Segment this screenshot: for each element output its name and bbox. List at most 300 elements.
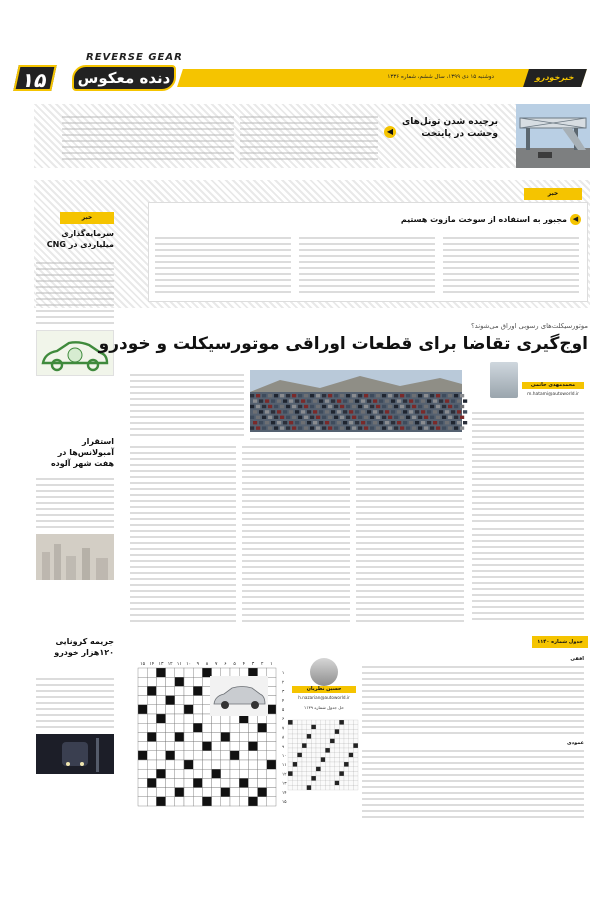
crossword-cell[interactable] xyxy=(212,788,221,797)
row-number: ۲ xyxy=(282,679,285,685)
crossword-cell[interactable] xyxy=(175,714,184,723)
motorcycle-mark xyxy=(457,421,461,424)
crossword-cell[interactable] xyxy=(184,723,193,732)
crossword-cell[interactable] xyxy=(166,732,175,741)
motorcycle-mark xyxy=(334,416,338,419)
crossword-cell[interactable] xyxy=(138,732,147,741)
crossword-cell[interactable] xyxy=(212,778,221,787)
answer-cell xyxy=(353,729,358,734)
answer-cell xyxy=(311,785,316,790)
motorcycle-mark xyxy=(442,426,446,429)
crossword-cell[interactable] xyxy=(248,751,257,760)
answer-cell xyxy=(288,729,293,734)
crossword-cell[interactable] xyxy=(202,778,211,787)
crossword-cell[interactable] xyxy=(239,760,248,769)
crossword-cell[interactable] xyxy=(147,797,156,806)
crossword-cell[interactable] xyxy=(202,760,211,769)
crossword-cell[interactable] xyxy=(138,797,147,806)
crossword-cell[interactable] xyxy=(193,732,202,741)
motorcycle-mark xyxy=(274,416,278,419)
crossword-cell[interactable] xyxy=(147,677,156,686)
crossword-cell[interactable] xyxy=(193,714,202,723)
crossword-cell[interactable] xyxy=(156,696,165,705)
answer-cell xyxy=(330,729,335,734)
crossword-cell[interactable] xyxy=(175,778,184,787)
crossword-cell[interactable] xyxy=(138,696,147,705)
motorcycle-mark xyxy=(454,405,458,408)
crossword-block xyxy=(175,788,184,797)
crossword-cell[interactable] xyxy=(212,723,221,732)
crossword-cell[interactable] xyxy=(212,751,221,760)
crossword-cell[interactable] xyxy=(202,732,211,741)
motorcycle-mark xyxy=(424,416,428,419)
crossword-cell[interactable] xyxy=(230,742,239,751)
crossword-block xyxy=(184,705,193,714)
crossword-cell[interactable] xyxy=(156,788,165,797)
motorcycle-mark xyxy=(403,410,407,413)
crossword-cell[interactable] xyxy=(138,778,147,787)
answer-cell xyxy=(344,720,349,725)
crossword-cell[interactable] xyxy=(230,788,239,797)
crossword-cell[interactable] xyxy=(156,751,165,760)
crossword-cell[interactable] xyxy=(156,677,165,686)
designer-email: h.nazarian@autoworld.ir xyxy=(298,695,350,700)
motorcycle-mark xyxy=(250,416,254,419)
crossword-cell[interactable] xyxy=(138,723,147,732)
motorcycle-mark xyxy=(382,405,386,408)
crossword-cell[interactable] xyxy=(258,742,267,751)
answer-cell xyxy=(293,762,298,767)
author-box xyxy=(472,362,584,410)
answer-cell xyxy=(335,753,340,758)
crossword-cell[interactable] xyxy=(202,769,211,778)
motorcycle-mark xyxy=(361,399,365,402)
answer-cell xyxy=(349,785,354,790)
crossword-cell[interactable] xyxy=(239,742,248,751)
feature-column xyxy=(130,444,236,622)
answer-cell xyxy=(293,734,298,739)
motorcycle-mark xyxy=(448,426,452,429)
motorcycle-mark xyxy=(463,410,467,413)
answer-label: حل جدول شماره ۱۱۳۹ xyxy=(303,705,345,710)
crossword-cell[interactable] xyxy=(166,788,175,797)
motorcycle-mark xyxy=(304,394,308,397)
crossword-cell[interactable] xyxy=(175,769,184,778)
motorcycle-mark xyxy=(334,394,338,397)
motorcycle-mark xyxy=(310,416,314,419)
row-number: ۶ xyxy=(282,716,285,722)
crossword-cell[interactable] xyxy=(267,723,276,732)
motorcycle-mark xyxy=(457,410,461,413)
crossword-cell[interactable] xyxy=(239,788,248,797)
vertical-clues xyxy=(362,748,584,818)
answer-cell xyxy=(349,743,354,748)
author-name: محمدمهدی حاتمی xyxy=(522,382,584,389)
crossword-cell[interactable] xyxy=(267,742,276,751)
answer-cell xyxy=(353,785,358,790)
answer-cell xyxy=(339,776,344,781)
crossword-cell[interactable] xyxy=(184,788,193,797)
crossword-cell[interactable] xyxy=(156,723,165,732)
crossword-cell[interactable] xyxy=(138,742,147,751)
crossword-cell[interactable] xyxy=(147,788,156,797)
motorcycle-mark xyxy=(406,394,410,397)
crossword-cell[interactable] xyxy=(202,788,211,797)
answer-cell xyxy=(344,739,349,744)
answer-cell xyxy=(316,734,321,739)
motorcycle-mark xyxy=(421,399,425,402)
crossword-cell[interactable] xyxy=(147,751,156,760)
row-number: ۵ xyxy=(282,707,285,712)
motorcycle-mark xyxy=(304,405,308,408)
crossword-cell[interactable] xyxy=(156,760,165,769)
motorcycle-mark xyxy=(358,426,362,429)
motorcycle-mark xyxy=(400,416,404,419)
crossword-cell[interactable] xyxy=(221,751,230,760)
motorcycle-mark xyxy=(304,416,308,419)
crossword-cell[interactable] xyxy=(239,769,248,778)
crossword-cell[interactable] xyxy=(184,769,193,778)
crossword-cell[interactable] xyxy=(175,760,184,769)
column-number: ۱۲ xyxy=(167,662,173,667)
motorcycle-mark xyxy=(286,405,290,408)
crossword-block xyxy=(221,788,230,797)
crossword-cell[interactable] xyxy=(258,732,267,741)
row-number: ۱ xyxy=(282,670,285,676)
crossword-cell[interactable] xyxy=(267,714,276,723)
answer-cell xyxy=(302,748,307,753)
news-column xyxy=(443,235,579,295)
answer-cell xyxy=(321,767,326,772)
crossword-cell[interactable] xyxy=(166,723,175,732)
motorcycle-mark xyxy=(379,399,383,402)
motorcycle-mark xyxy=(292,394,296,397)
crossword-cell[interactable] xyxy=(230,778,239,787)
crossword-cell[interactable] xyxy=(156,686,165,695)
crossword-cell[interactable] xyxy=(221,760,230,769)
answer-cell xyxy=(339,739,344,744)
crossword-cell[interactable] xyxy=(248,723,257,732)
crossword-cell[interactable] xyxy=(193,751,202,760)
motorcycle-mark xyxy=(460,394,464,397)
crossword-cell[interactable] xyxy=(184,668,193,677)
crossword-cell[interactable] xyxy=(166,677,175,686)
crossword-cell[interactable] xyxy=(248,760,257,769)
motorcycle-mark xyxy=(328,394,332,397)
answer-cell xyxy=(302,762,307,767)
crossword-cell[interactable] xyxy=(184,751,193,760)
motorcycle-mark xyxy=(325,410,329,413)
designer-name: حسین نظریان xyxy=(292,686,356,693)
crossword-cell[interactable] xyxy=(267,751,276,760)
answer-cell xyxy=(311,776,316,781)
crossword-cell[interactable] xyxy=(175,742,184,751)
crossword-cell[interactable] xyxy=(156,732,165,741)
crossword-cell[interactable] xyxy=(193,705,202,714)
crossword-cell[interactable] xyxy=(184,742,193,751)
answer-cell xyxy=(321,748,326,753)
answer-cell xyxy=(302,739,307,744)
crossword-cell[interactable] xyxy=(248,788,257,797)
left-news-tag-label: خبر xyxy=(81,214,93,221)
motorcycle-mark xyxy=(316,416,320,419)
motorcycle-mark xyxy=(343,399,347,402)
column-number: ۳ xyxy=(251,662,255,667)
crossword-cell[interactable] xyxy=(184,696,193,705)
crossword-cell[interactable] xyxy=(230,723,239,732)
crossword-cell[interactable] xyxy=(138,788,147,797)
crossword-cell[interactable] xyxy=(175,668,184,677)
crossword-cell[interactable] xyxy=(175,723,184,732)
motorcycle-mark xyxy=(445,399,449,402)
motorcycle-mark xyxy=(316,405,320,408)
answer-cell xyxy=(339,781,344,786)
motorcycle-mark xyxy=(289,421,293,424)
crossword-cell[interactable] xyxy=(267,788,276,797)
crossword-cell[interactable] xyxy=(248,778,257,787)
answer-cell xyxy=(307,762,312,767)
answer-cell xyxy=(349,771,354,776)
motorcycle-mark xyxy=(283,399,287,402)
answer-cell xyxy=(321,753,326,758)
crossword-cell[interactable] xyxy=(175,751,184,760)
motorcycle-mark xyxy=(427,399,431,402)
answer-cell xyxy=(335,739,340,744)
motorcycle-mark xyxy=(445,421,449,424)
answer-cell xyxy=(344,725,349,730)
crossword-cell[interactable] xyxy=(138,714,147,723)
crossword-cell[interactable] xyxy=(193,788,202,797)
crossword-cell[interactable] xyxy=(267,769,276,778)
crossword-cell[interactable] xyxy=(267,686,276,695)
crossword-cell[interactable] xyxy=(147,696,156,705)
crossword-cell[interactable] xyxy=(230,760,239,769)
answer-cell xyxy=(335,725,340,730)
crossword-cell[interactable] xyxy=(239,751,248,760)
news-column xyxy=(299,235,435,295)
crossword-cell[interactable] xyxy=(166,705,175,714)
crossword-cell[interactable] xyxy=(221,769,230,778)
motorcycle-mark xyxy=(286,426,290,429)
crossword-cell[interactable] xyxy=(202,723,211,732)
answer-cell xyxy=(297,776,302,781)
crossword-cell[interactable] xyxy=(147,705,156,714)
crossword-cell[interactable] xyxy=(258,797,267,806)
motorcycle-mark xyxy=(448,405,452,408)
crossword-cell[interactable] xyxy=(138,769,147,778)
crossword-block xyxy=(258,788,267,797)
motorcycle-mark xyxy=(436,426,440,429)
crossword-cell[interactable] xyxy=(239,732,248,741)
crossword-cell[interactable] xyxy=(147,742,156,751)
answer-cell xyxy=(307,771,312,776)
motorcycle-mark xyxy=(268,416,272,419)
motorcycle-mark xyxy=(352,394,356,397)
crossword-cell[interactable] xyxy=(166,668,175,677)
crossword-cell[interactable] xyxy=(184,686,193,695)
answer-cell xyxy=(293,785,298,790)
crossword-cell[interactable] xyxy=(166,760,175,769)
motorcycle-mark xyxy=(364,405,368,408)
crossword-cell[interactable] xyxy=(267,797,276,806)
motorcycle-mark xyxy=(442,405,446,408)
motorcycle-mark xyxy=(325,399,329,402)
answer-cell xyxy=(302,757,307,762)
motorcycle-mark xyxy=(418,394,422,397)
crossword-cell[interactable] xyxy=(166,778,175,787)
crossword-cell[interactable] xyxy=(221,723,230,732)
crossword-cell[interactable] xyxy=(184,714,193,723)
answer-cell xyxy=(316,785,321,790)
crossword-cell[interactable] xyxy=(230,732,239,741)
crossword-cell[interactable] xyxy=(193,696,202,705)
crossword-cell[interactable] xyxy=(239,723,248,732)
motorcycle-mark xyxy=(376,405,380,408)
crossword-cell[interactable] xyxy=(166,769,175,778)
answer-cell xyxy=(302,729,307,734)
crossword-cell[interactable] xyxy=(239,797,248,806)
crossword-cell[interactable] xyxy=(138,686,147,695)
motorcycle-mark xyxy=(373,410,377,413)
answer-cell xyxy=(325,753,330,758)
crossword-cell[interactable] xyxy=(184,778,193,787)
answer-cell xyxy=(288,739,293,744)
crossword-cell[interactable] xyxy=(230,769,239,778)
crossword-cell[interactable] xyxy=(221,778,230,787)
answer-cell xyxy=(293,753,298,758)
crossword-cell[interactable] xyxy=(258,751,267,760)
crossword-cell[interactable] xyxy=(221,797,230,806)
news-title: مجبور به استفاده از سوخت مازوت هستیم xyxy=(400,215,567,224)
crossword-cell[interactable] xyxy=(258,760,267,769)
issue-line: دوشنبه ۱۵ دی ۱۳۹۹، سال ششم، شماره ۱۳۳۶ xyxy=(387,74,494,80)
answer-cell xyxy=(349,781,354,786)
crossword-cell[interactable] xyxy=(175,705,184,714)
motorcycle-mark xyxy=(277,421,281,424)
crossword-cell[interactable] xyxy=(212,797,221,806)
motorcycle-mark xyxy=(328,416,332,419)
crossword-cell[interactable] xyxy=(166,686,175,695)
page-header xyxy=(14,52,586,102)
crossword-cell[interactable] xyxy=(147,714,156,723)
sedan-car-photo xyxy=(210,676,268,716)
crossword-cell[interactable] xyxy=(193,668,202,677)
crossword-cell[interactable] xyxy=(212,760,221,769)
motorcycle-mark xyxy=(313,399,317,402)
answer-cell xyxy=(293,781,298,786)
crossword-cell[interactable] xyxy=(258,778,267,787)
motorcycle-mark xyxy=(400,394,404,397)
answer-cell xyxy=(293,748,298,753)
crossword-cell[interactable] xyxy=(156,742,165,751)
motorcycle-mark xyxy=(262,426,266,429)
crossword-cell[interactable] xyxy=(248,769,257,778)
crossword-cell[interactable] xyxy=(175,797,184,806)
crossword-cell[interactable] xyxy=(184,677,193,686)
motorcycle-mark xyxy=(331,410,335,413)
crossword-cell[interactable] xyxy=(193,677,202,686)
crossword-cell[interactable] xyxy=(221,742,230,751)
motorcycle-mark xyxy=(316,394,320,397)
motorcycle-mark xyxy=(295,421,299,424)
crossword-cell[interactable] xyxy=(138,760,147,769)
answer-cell xyxy=(288,748,293,753)
author-email: m.hatami@autoworld.ir xyxy=(527,392,579,397)
crossword-cell[interactable] xyxy=(138,677,147,686)
crossword-cell[interactable] xyxy=(166,714,175,723)
crossword-cell[interactable] xyxy=(248,732,257,741)
motorcycle-mark xyxy=(334,426,338,429)
crossword-cell[interactable] xyxy=(147,723,156,732)
answer-cell xyxy=(344,729,349,734)
motorcycle-mark xyxy=(394,394,398,397)
answer-cell xyxy=(293,767,298,772)
crossword-cell[interactable] xyxy=(138,668,147,677)
crossword-cell[interactable] xyxy=(175,686,184,695)
motorcycle-mark xyxy=(301,399,305,402)
crossword-cell[interactable] xyxy=(202,751,211,760)
crossword-cell[interactable] xyxy=(267,732,276,741)
crossword-block xyxy=(184,760,193,769)
crossword-cell[interactable] xyxy=(258,769,267,778)
answer-cell xyxy=(353,748,358,753)
answer-cell xyxy=(325,776,330,781)
crossword-cell[interactable] xyxy=(193,760,202,769)
feature-column xyxy=(130,372,244,436)
crossword-cell[interactable] xyxy=(230,797,239,806)
crossword-cell[interactable] xyxy=(212,742,221,751)
crossword-cell[interactable] xyxy=(147,760,156,769)
crossword-cell[interactable] xyxy=(166,797,175,806)
answer-cell xyxy=(316,762,321,767)
top-story-text-2 xyxy=(62,114,234,162)
crossword-cell[interactable] xyxy=(267,668,276,677)
motorcycle-mark xyxy=(451,399,455,402)
motorcycle-mark xyxy=(340,394,344,397)
motorcycle-mark xyxy=(397,410,401,413)
crossword-cell[interactable] xyxy=(193,742,202,751)
crossword-cell[interactable] xyxy=(147,668,156,677)
crossword-cell[interactable] xyxy=(267,696,276,705)
motorcycle-mark xyxy=(442,416,446,419)
motorcycle-mark xyxy=(283,410,287,413)
crossword-cell[interactable] xyxy=(267,778,276,787)
motorcycle-mark xyxy=(421,421,425,424)
motorcycle-mark xyxy=(319,399,323,402)
crossword-cell[interactable] xyxy=(212,732,221,741)
answer-cell xyxy=(307,725,312,730)
motorcycle-mark xyxy=(349,421,353,424)
crossword-cell[interactable] xyxy=(184,797,193,806)
answer-cell xyxy=(325,748,330,753)
crossword-cell[interactable] xyxy=(193,769,202,778)
answer-cell xyxy=(307,739,312,744)
crossword-cell[interactable] xyxy=(267,677,276,686)
crossword-cell[interactable] xyxy=(156,705,165,714)
covid-fine-story-title: جریمه کرونایی ۱۲۰هزار خودرو xyxy=(54,637,114,657)
crossword-cell[interactable] xyxy=(193,797,202,806)
crossword-cell[interactable] xyxy=(147,769,156,778)
motorcycle-mark xyxy=(415,399,419,402)
motorcycle-mark xyxy=(256,416,260,419)
crossword-cell[interactable] xyxy=(184,732,193,741)
crossword-cell[interactable] xyxy=(166,742,175,751)
motorcycle-mark xyxy=(310,405,314,408)
crossword-cell[interactable] xyxy=(156,778,165,787)
crossword-cell[interactable] xyxy=(175,696,184,705)
reverse-gear-label: REVERSE GEAR xyxy=(86,52,183,63)
answer-cell xyxy=(349,725,354,730)
